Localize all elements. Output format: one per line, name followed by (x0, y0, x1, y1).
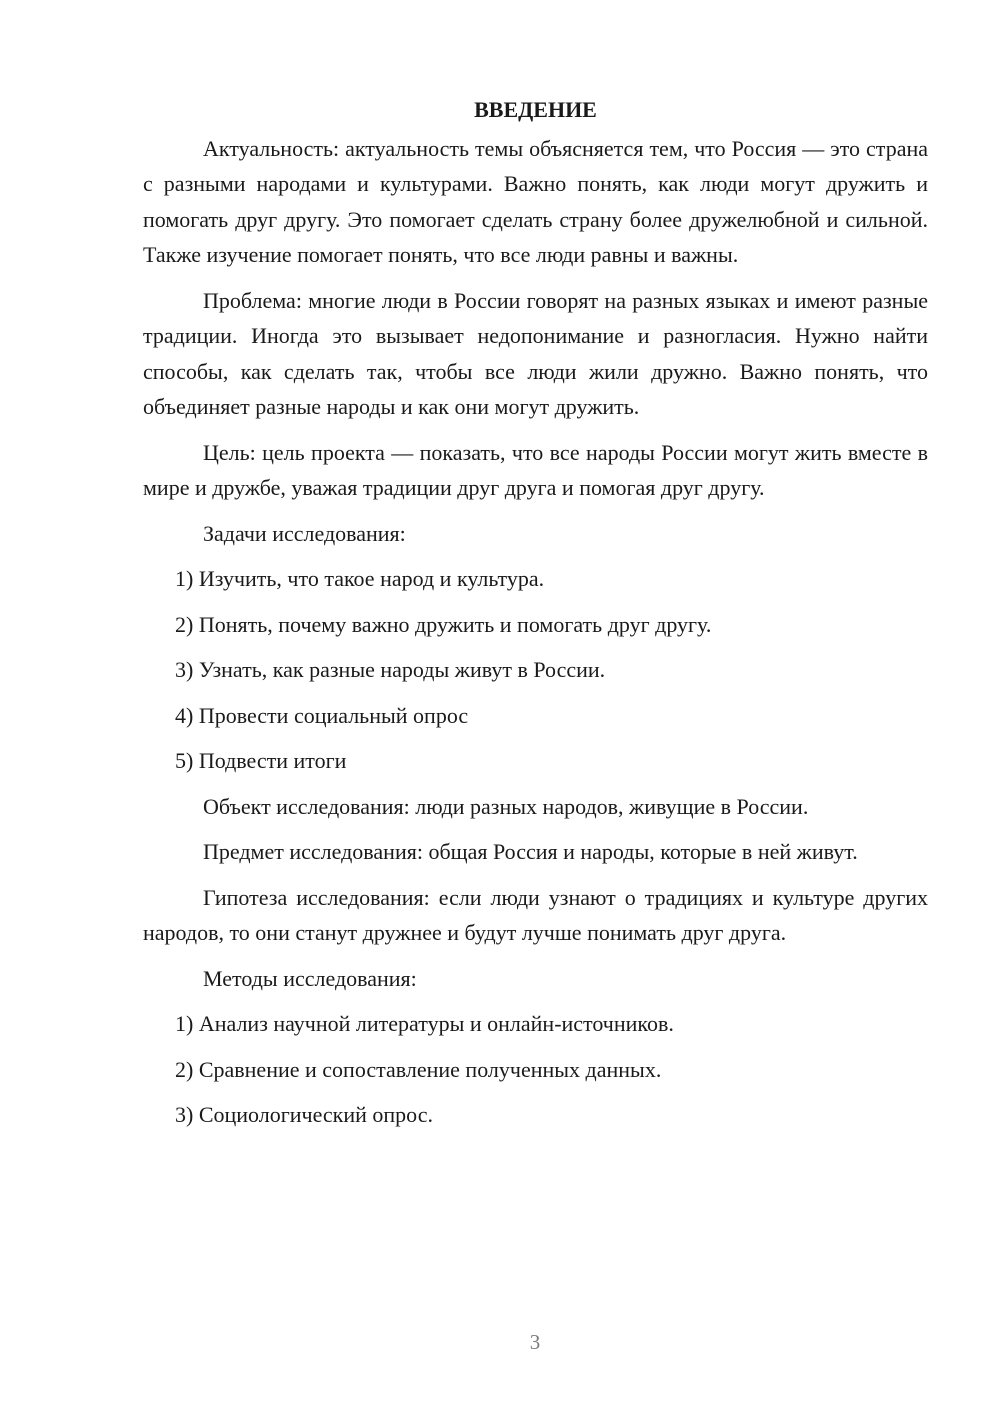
task-item: 5) Подвести итоги (175, 748, 347, 773)
goal-paragraph: Цель: цель проекта — показать, что все народы России могут жить вместе в мире и дружбе, уважая традиции друг друга и помогая друг другу. (143, 439, 928, 500)
method-item: 3) Социологический опрос. (175, 1102, 433, 1127)
hypothesis-paragraph: Гипотеза исследования: если люди узнают о традициях и культуре других народов, то они станут дружнее и будут лучше понимать друг друга. (143, 884, 928, 945)
page-title: ВВЕДЕНИЕ (474, 97, 597, 122)
relevance-paragraph: Актуальность: актуальность темы объясняется тем, что Россия — это страна с разными народами и культурами. Важно понять, как люди могут дружить и помогать друг другу. Это помогает сделать страну более дружелюбной и сильной. Также изучение помогает понять, что все люди равны и важны. (143, 135, 928, 267)
methods-label: Методы исследования: (203, 965, 417, 991)
task-item: 1) Изучить, что такое народ и культура. (175, 566, 545, 591)
task-item: 2) Понять, почему важно дружить и помогать друг другу. (175, 611, 712, 637)
subject-paragraph: Предмет исследования: общая Россия и народы, которые в ней живут. (203, 839, 858, 864)
problem-paragraph: Проблема: многие люди в России говорят на разных языках и имеют разные традиции. Иногда это вызывает недопонимание и разногласия. Нужно найти способы, как сделать так, чтобы все люди жили дружно. Важно понять, что объединяет разные народы и как они могут дружить. (143, 287, 928, 419)
object-paragraph: Объект исследования: люди разных народов, живущие в России. (203, 793, 809, 819)
task-item: 3) Узнать, как разные народы живут в России. (175, 657, 606, 682)
page-number: 3 (529, 1330, 541, 1354)
method-item: 1) Анализ научной литературы и онлайн-источников. (175, 1011, 674, 1036)
task-item: 4) Провести социальный опрос (175, 702, 469, 728)
method-item: 2) Сравнение и сопоставление полученных данных. (175, 1056, 662, 1082)
document-page (143, 92, 928, 1143)
tasks-label: Задачи исследования: (203, 520, 406, 546)
